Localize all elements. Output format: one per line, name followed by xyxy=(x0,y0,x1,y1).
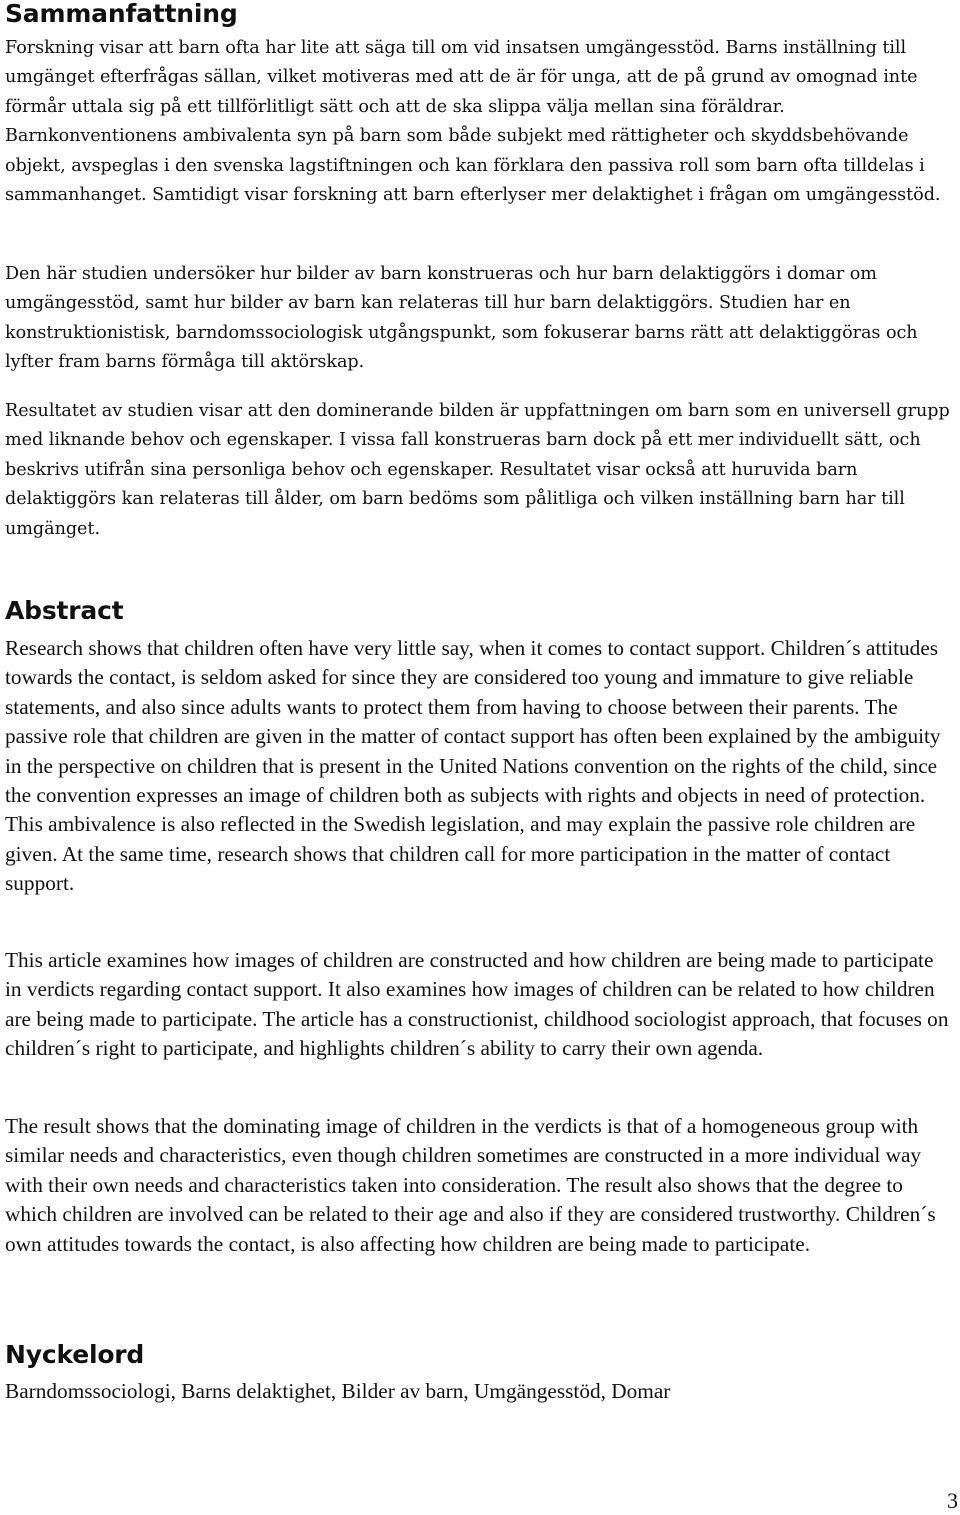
abstract-paragraph: This article examines how images of children are constructed and how children are being made to participate in verdicts regarding contact support. It also examines how images of children can be related to how children are being made to participate. The article has a constructionist, childhood sociologist approach, that focuses on children´s right to participate, and highlights children´s ability to carry their own agenda. xyxy=(5,948,949,1061)
summary-paragraph: Resultatet av studien visar att den dominerande bilden är uppfattningen om barn som en universell grupp med liknande behov och egenskaper. I vissa fall konstrueras barn dock på ett mer individuellt sätt, och beskrivs utifrån sina personliga behov och egenskaper. Resultatet visar också att huruvida barn delaktiggörs kan relateras till ålder, om barn bedöms som pålitliga och vilken inställning barn har till umgänget. xyxy=(5,401,950,539)
summary-heading: Sammanfattning xyxy=(5,0,238,28)
page-number: 3 xyxy=(947,1488,958,1513)
summary-paragraph: Forskning visar att barn ofta har lite att säga till om vid insatsen umgängesstöd. Barns inställning till umgänget efterfrågas sällan, vilket motiveras med att de är för unga, att de på grund av omognad inte förmår uttala sig på ett tillförlitligt sätt och att de ska slippa välja mellan sina föräldrar. Barnkonventionens ambivalenta syn på barn som både subjekt med rättigheter och skyddsbehövande objekt, avspeglas i den svenska lagstiftningen och kan förklara den passiva roll som barn ofta tilldelas i sammanhanget. Samtidigt visar forskning att barn efterlyser mer delaktighet i frågan om umgängesstöd. xyxy=(5,38,941,206)
summary-paragraph: Den här studien undersöker hur bilder av barn konstrueras och hur barn delaktiggörs i domar om umgängesstöd, samt hur bilder av barn kan relateras till hur barn delaktiggörs. Studien har en konstruktionistisk, barndomssociologisk utgångspunkt, som fokuserar barns rätt att delaktiggöras och lyfter fram barns förmåga till aktörskap. xyxy=(5,264,918,373)
keywords-heading: Nyckelord xyxy=(5,1340,145,1369)
abstract-paragraph: Research shows that children often have very little say, when it comes to contact support. Children´s attitudes towards the contact, is seldom asked for since they are considered too young and immature to give reliable statements, and also since adults wants to protect them from having to choose between their parents. The passive role that children are given in the matter of contact support has often been explained by the ambiguity in the perspective on children that is present in the United Nations convention on the rights of the child, since the convention expresses an image of children both as subjects with rights and objects in need of protection. This ambivalence is also reflected in the Swedish legislation, and may explain the passive role children are given. At the same time, research shows that children call for more participation in the matter of contact support. xyxy=(5,636,941,896)
abstract-paragraph: The result shows that the dominating image of children in the verdicts is that of a homogeneous group with similar needs and characteristics, even though children sometimes are constructed in a more individual way with their own needs and characteristics taken into consideration. The result also shows that the degree to which children are involved can be related to their age and also if they are considered trustworthy. Children´s own attitudes towards the contact, is also affecting how children are being made to participate. xyxy=(5,1114,936,1256)
abstract-heading: Abstract xyxy=(5,596,124,625)
keywords-text: Barndomssociologi, Barns delaktighet, Bilder av barn, Umgängesstöd, Domar xyxy=(5,1379,671,1403)
